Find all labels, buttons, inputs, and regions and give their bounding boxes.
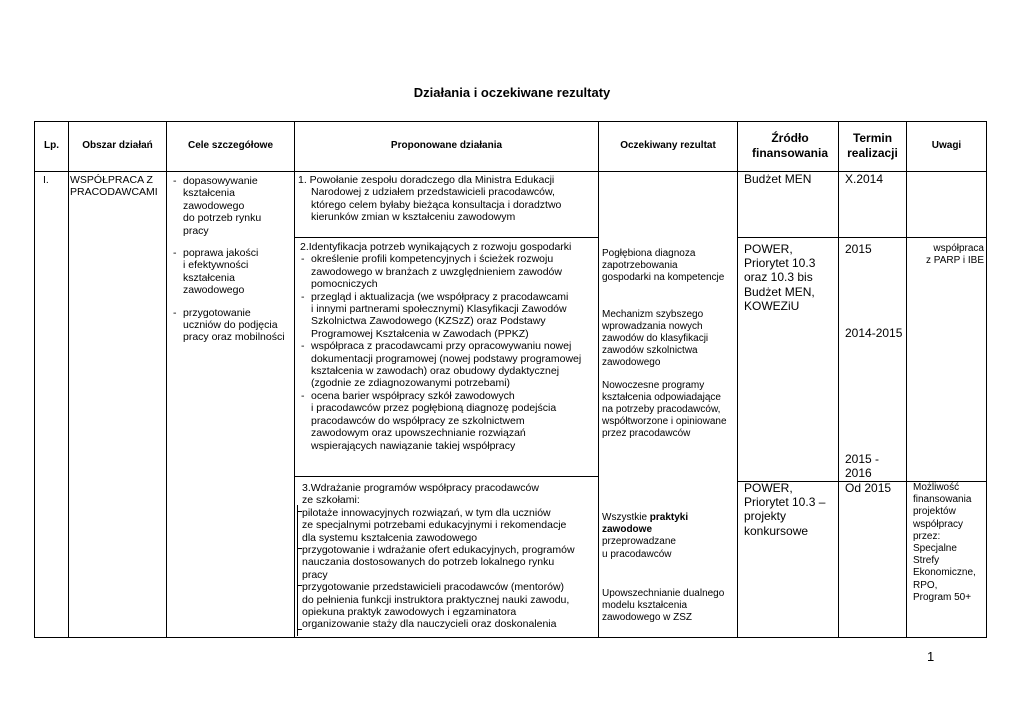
cel-line: - poprawa jakości: [172, 247, 285, 259]
action-2-line: i pracodawców przez pogłębioną diagnozę podejścia: [311, 402, 557, 415]
header-zrodlo: Źródło finansowania: [751, 131, 828, 160]
zrodlo-1: Budżet MEN: [744, 172, 812, 186]
header-dzialania: Proponowane działania: [390, 140, 503, 151]
action-2-line: zawodowym oraz upowszechnianie rozwiązań: [311, 427, 526, 440]
action-2-bullet: - ocena barier współpracy szkół zawodowych: [300, 390, 581, 402]
row-cele: [172, 175, 285, 344]
termin-line: 2016: [845, 466, 872, 481]
zrodlo-line: Priorytet 10.3 –: [744, 495, 826, 510]
rezultat-line: na potrzeby pracodawców,: [602, 404, 721, 416]
zrodlo-line: Budżet MEN,: [744, 284, 815, 299]
rezultat-line: zawodów szkolnictwa: [602, 345, 698, 357]
termin-3: Od 2015: [845, 481, 892, 495]
zrodlo-line: KOWEZiU: [744, 298, 800, 313]
action-2-heading: 2.Identyfikacja potrzeb wynikających z rozwoju gospodarki: [300, 241, 572, 253]
cel-line: uczniów do podjęcia: [183, 319, 278, 332]
zrodlo-line: Priorytet 10.3: [744, 256, 816, 271]
action-2-line: zawodowego w branżach z uwzględnieniem zawodów: [311, 265, 562, 278]
header-cele: Cele szczegółowe: [187, 140, 274, 151]
row-obszar: [70, 174, 158, 199]
header-lp: Lp.: [44, 140, 59, 151]
action-2-line: Szkolnictwa Zawodowego (KZSzZ) oraz Podstawy: [311, 315, 546, 328]
zrodlo-line: POWER,: [744, 242, 793, 256]
page-title: Działania i oczekiwane rezultaty: [413, 85, 611, 100]
header-termin: Termin realizacji: [847, 131, 898, 160]
action-3-bullet: pilotaże innowacyjnych rozwiązań, w tym dla uczniów: [302, 506, 551, 519]
rezultat-3b: [602, 588, 724, 625]
zrodlo-line: POWER,: [744, 481, 793, 495]
action-2-line: dokumentacji programowej (nowej podstawy programowej: [311, 352, 582, 365]
action-3-line: opiekuna praktyk zawodowych i egzaminatora: [302, 606, 517, 619]
action-2-bullet: - określenie profili kompetencyjnych i ścieżek rozwoju: [300, 253, 581, 265]
rezultat-line: zawodowego: [602, 357, 661, 369]
uwagi-2: [908, 243, 984, 267]
cel-line: kształcenia: [183, 187, 235, 200]
action-3-line: ze specjalnymi potrzebami edukacyjnymi i rekomendacje: [302, 519, 567, 532]
rezultat-prefix: Wszystkie: [602, 512, 650, 523]
rezultat-line: [602, 524, 688, 536]
uwagi-line: Strefy: [913, 555, 940, 567]
action-3: [302, 482, 575, 631]
header-rezultat: Oczekiwany rezultat: [620, 140, 716, 151]
cel-line: do potrzeb rynku: [183, 212, 262, 225]
uwagi-line: przez:: [913, 530, 941, 542]
rezultat-line: [602, 512, 688, 524]
termin-line: 2015 -: [845, 452, 880, 466]
zrodlo-line: oraz 10.3 bis: [744, 270, 813, 285]
obszar-line: WSPÓŁPRACA Z: [70, 174, 153, 186]
action-1-line: Narodowej z udziałem przedstawicieli pracodawców,: [311, 186, 555, 199]
action-2-line: Programowej Kształcenia w Zawodach (PPKZ): [311, 327, 529, 340]
cel-line: kształcenia: [183, 271, 235, 284]
rezultat-line: Nowoczesne programy: [602, 379, 705, 391]
rezultat-line: zawodów do klasyfikacji: [602, 333, 709, 345]
cel-line: zawodowego: [183, 284, 245, 297]
rezultat-line: Upowszechnianie dualnego: [602, 588, 725, 599]
action-1-line: kierunków zmian w kształceniu zawodowym: [311, 211, 516, 224]
uwagi-line: Ekonomiczne,: [913, 567, 976, 579]
rezultat-line: zapotrzebowania: [602, 260, 678, 272]
termin-2a: 2015: [845, 242, 872, 256]
rezultat-line: kształcenia odpowiadające: [602, 391, 721, 403]
uwagi-line: współpraca: [933, 243, 984, 254]
action-3-bullet: przygotowanie przedstawicieli pracodawców (mentorów): [302, 581, 565, 594]
action-1-line: 1. Powołanie zespołu doradczego dla Ministra Edukacji: [298, 174, 555, 186]
rezultat-line: wprowadzania nowych: [602, 320, 703, 332]
rezultat-line: modelu kształcenia: [602, 600, 688, 612]
action-1: [298, 174, 561, 224]
rezultat-bold: praktyki: [649, 512, 689, 523]
action-2: [300, 241, 581, 452]
rezultat-line: współtworzone i opiniowane: [602, 416, 727, 428]
action-2-line: pracodawców do współpracy ze szkolnictwem: [311, 414, 525, 427]
action-3-heading: 3.Wdrażanie programów współpracy pracodawców: [302, 482, 539, 494]
action-3-line: pracy: [302, 568, 328, 581]
uwagi-line: z PARP i IBE: [926, 255, 984, 267]
zrodlo-2: [744, 242, 815, 313]
page-number: 1: [927, 649, 935, 664]
termin-2b: 2014-2015: [845, 326, 903, 340]
action-3-bullet: organizowanie staży dla nauczycieli oraz doskonalenia: [302, 618, 557, 631]
action-3-line: nauczania dostosowanych do potrzeb lokalnego rynku: [302, 556, 555, 569]
rezultat-line: gospodarki na kompetencje: [602, 272, 725, 284]
uwagi-line: Program 50+: [913, 591, 972, 603]
uwagi-line: Możliwość: [913, 482, 960, 493]
action-2-line: i innymi partnerami społecznymi) Klasyfikacji Zawodów: [311, 303, 567, 316]
uwagi-3: [913, 482, 976, 604]
uwagi-line: Specjalne: [913, 543, 957, 555]
uwagi-line: projektów: [913, 506, 956, 518]
rezultat-line: zawodowego w ZSZ: [602, 612, 693, 624]
action-2-bullet: - współpraca z pracodawcami przy opracowywaniu nowej: [300, 340, 581, 352]
termin-2c: [845, 452, 879, 480]
cel-line: zawodowego: [183, 199, 245, 212]
action-2-line: wspierających nawiązanie takiej współpracy: [311, 439, 516, 452]
action-3-line: dla systemu kształcenia zawodowego: [302, 531, 478, 544]
cel-line: pracy oraz mobilności: [183, 331, 285, 344]
zrodlo-3: [744, 481, 825, 538]
rezultat-3a: [602, 512, 688, 561]
cel-line: - przygotowanie: [172, 307, 285, 319]
rezultat-2: [602, 248, 727, 441]
row-lp: I.: [43, 174, 49, 186]
action-3-line: do pełnienia funkcji instruktora praktycznej nauki zawodu,: [302, 593, 570, 606]
zrodlo-line: projekty: [744, 509, 787, 524]
cel-line: i efektywności: [183, 259, 249, 272]
action-2-line: (zgodnie ze zdiagnozowanymi potrzebami): [311, 377, 511, 390]
rezultat-line: przez pracodawców: [602, 428, 691, 440]
rezultat-line: Mechanizm szybszego: [602, 308, 704, 320]
action-2-line: kształcenia w zawodach) oraz obudowy dydaktycznej: [311, 365, 560, 378]
uwagi-line: finansowania: [913, 494, 972, 506]
action-2-bullet: - przegląd i aktualizacja (we współpracy z pracodawcami: [300, 291, 581, 303]
action-1-line: którego celem byłaby bieżąca konsultacja i doradztwo: [311, 198, 562, 211]
action-3-bullet: przygotowanie i wdrażanie ofert edukacyjnych, programów: [302, 544, 575, 557]
rezultat-line: przeprowadzane: [602, 536, 676, 548]
rezultat-line: Pogłębiona diagnoza: [602, 248, 696, 259]
header-obszar: Obszar działań: [82, 140, 153, 151]
cel-line: pracy: [183, 224, 209, 237]
header-uwagi: Uwagi: [931, 140, 962, 151]
action-2-line: pomocniczych: [311, 278, 378, 291]
uwagi-line: RPO,: [913, 579, 938, 591]
cel-line: - dopasowywanie: [172, 175, 285, 187]
zrodlo-line: konkursowe: [744, 523, 809, 538]
action-3-heading: ze szkołami:: [302, 494, 360, 507]
obszar-line: PRACODAWCAMI: [70, 186, 158, 199]
uwagi-line: współpracy: [913, 518, 964, 530]
rezultat-line: u pracodawców: [602, 548, 672, 560]
termin-1: X.2014: [845, 172, 884, 186]
rezultat-bold: zawodowe: [602, 524, 653, 536]
